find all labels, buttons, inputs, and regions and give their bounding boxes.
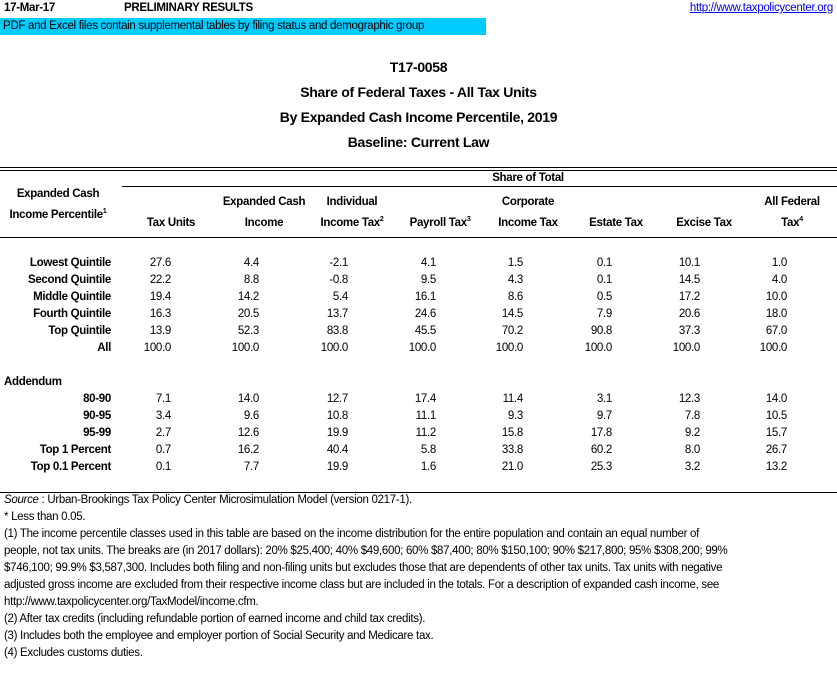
- column-header-line2: Income: [244, 216, 284, 229]
- table-cell: 12.3: [678, 393, 700, 405]
- table-cell: 0.7: [155, 444, 171, 456]
- table-cell: 10.8: [326, 410, 348, 422]
- table-cell: 14.5: [678, 274, 700, 286]
- table-cell: 0.1: [596, 257, 612, 269]
- table-cell: 10.5: [765, 410, 787, 422]
- table-cell: 17.8: [590, 427, 612, 439]
- footnote-line: (2) After tax credits (including refundable portion of earned income and child tax credits).: [4, 613, 426, 625]
- column-header-line1: [568, 194, 664, 211]
- row-label-line2: Income Percentile$^1$: [9, 208, 107, 221]
- table-cell: 13.7: [326, 308, 348, 320]
- table-baseline: Baseline: Current Law: [347, 134, 490, 150]
- table-cell: 1.6: [420, 461, 436, 473]
- column-header-line2: Income Tax: [498, 216, 558, 229]
- table-cell: 14.0: [765, 393, 787, 405]
- table-cell: 4.4: [243, 257, 259, 269]
- table-cell: 52.3: [237, 325, 259, 337]
- table-cell: 16.3: [149, 308, 171, 320]
- table-cell: 100.0: [584, 342, 612, 354]
- status-label: PRELIMINARY RESULTS: [124, 2, 253, 14]
- table-cell: 22.2: [149, 274, 171, 286]
- row-label: Middle Quintile: [33, 291, 111, 303]
- row-label: Lowest Quintile: [29, 257, 111, 269]
- table-cell: 60.2: [590, 444, 612, 456]
- table-cell: 7.8: [684, 410, 700, 422]
- table-cell: 83.8: [326, 325, 348, 337]
- table-cell: 1.0: [771, 257, 787, 269]
- column-header-line1: Expanded Cash: [222, 196, 306, 208]
- table-cell: 24.6: [414, 308, 436, 320]
- table-cell: 67.0: [765, 325, 787, 337]
- table-cell: 13.2: [765, 461, 787, 473]
- table-cell: 17.2: [678, 291, 700, 303]
- table-cell: 9.5: [420, 274, 436, 286]
- table-cell: 70.2: [501, 325, 523, 337]
- column-header: [744, 194, 837, 232]
- column-header-line1: Corporate: [501, 196, 555, 208]
- footnote-line: $746,100; 99.9% $3,587,300. Includes both filing and non-filing units but excludes those that are dependents of other tax units. Tax units with negative: [4, 562, 723, 574]
- column-header-line2: Payroll Tax$^3$: [409, 216, 471, 229]
- table-cell: 3.2: [684, 461, 700, 473]
- table-cell: 19.4: [149, 291, 171, 303]
- table-cell: 90.8: [590, 325, 612, 337]
- table-cell: 26.7: [765, 444, 787, 456]
- table-cell: 5.8: [420, 444, 436, 456]
- row-label-header: [6, 186, 110, 224]
- top-rule-2: [0, 170, 837, 171]
- footnote-line: * Less than 0.05.: [4, 511, 86, 523]
- table-cell: 14.5: [501, 308, 523, 320]
- footnote-line: (4) Excludes customs duties.: [4, 647, 143, 659]
- table-cell: 7.9: [596, 308, 612, 320]
- table-cell: 100.0: [759, 342, 787, 354]
- footnote-line: (3) Includes both the employee and employer portion of Social Security and Medicare tax.: [4, 630, 434, 642]
- column-header-line2: Excise Tax: [676, 216, 732, 229]
- column-header-line2: Tax Units: [146, 216, 196, 229]
- table-cell: 16.2: [237, 444, 259, 456]
- source-note: Source : Urban-Brookings Tax Policy Center Microsimulation Model (version 0217-1).: [4, 494, 412, 506]
- column-header: [392, 194, 488, 232]
- table-cell: 19.9: [326, 461, 348, 473]
- row-label: 90-95: [83, 410, 111, 422]
- row-label: Fourth Quintile: [33, 308, 111, 320]
- table-cell: 19.9: [326, 427, 348, 439]
- table-cell: 11.1: [415, 410, 436, 422]
- table-cell: 45.5: [414, 325, 436, 337]
- table-cell: 15.8: [501, 427, 523, 439]
- table-cell: 7.7: [243, 461, 259, 473]
- table-cell: 40.4: [326, 444, 348, 456]
- column-header: [123, 194, 219, 232]
- report-date: 17-Mar-17: [4, 2, 55, 14]
- table-cell: 13.9: [149, 325, 171, 337]
- column-header: [656, 194, 752, 232]
- table-cell: 17.4: [414, 393, 436, 405]
- tpc-link[interactable]: http://www.taxpolicycenter.org: [689, 2, 833, 14]
- row-label-line1: Expanded Cash: [16, 188, 100, 200]
- supplemental-banner: PDF and Excel files contain supplemental tables by filing status and demographic group: [0, 18, 486, 35]
- column-header-line1: [123, 194, 219, 211]
- table-cell: 2.7: [155, 427, 171, 439]
- table-cell: 8.6: [507, 291, 523, 303]
- table-cell: 100.0: [231, 342, 259, 354]
- table-cell: 100.0: [143, 342, 171, 354]
- table-subtitle: By Expanded Cash Income Percentile, 2019: [279, 109, 558, 125]
- footnote-line: adjusted gross income are excluded from their respective income class but are included in the totals. For a description of expanded cash income, see: [4, 579, 720, 591]
- table-cell: 3.1: [596, 393, 612, 405]
- table-cell: 27.6: [149, 257, 171, 269]
- footnote-line: http://www.taxpolicycenter.org/TaxModel/income.cfm.: [4, 596, 259, 608]
- table-cell: 0.5: [596, 291, 612, 303]
- table-id: T17-0058: [389, 59, 448, 75]
- table-cell: 100.0: [672, 342, 700, 354]
- table-cell: 37.3: [678, 325, 700, 337]
- column-header: [304, 194, 400, 232]
- table-cell: 33.8: [501, 444, 523, 456]
- table-cell: -0.8: [329, 274, 348, 286]
- row-label: Second Quintile: [27, 274, 111, 286]
- table-cell: 0.1: [596, 274, 612, 286]
- table-cell: 21.0: [501, 461, 523, 473]
- table-cell: 9.2: [684, 427, 700, 439]
- table-cell: 11.4: [502, 393, 523, 405]
- table-cell: -2.1: [329, 257, 348, 269]
- table-cell: 10.0: [765, 291, 787, 303]
- table-cell: 14.0: [237, 393, 259, 405]
- table-cell: 16.1: [414, 291, 436, 303]
- row-label: Top Quintile: [48, 325, 111, 337]
- table-cell: 12.6: [237, 427, 259, 439]
- footnote-line: people, not tax units. The breaks are (in 2017 dollars): 20% $25,400; 40% $49,600; 60% $87,400; 80% $150,100; 90% $217,800; 95% $308,200; 99%: [4, 545, 728, 557]
- column-header: [480, 194, 576, 232]
- table-cell: 9.7: [596, 410, 612, 422]
- table-cell: 4.3: [507, 274, 523, 286]
- group-rule: [122, 186, 837, 187]
- column-header: [568, 194, 664, 232]
- table-cell: 10.1: [678, 257, 700, 269]
- header-bottom-rule: [0, 237, 837, 238]
- table-title: Share of Federal Taxes - All Tax Units: [300, 84, 537, 100]
- column-header: [216, 194, 312, 232]
- table-cell: 25.3: [590, 461, 612, 473]
- addendum-label: Addendum: [4, 376, 62, 388]
- table-cell: 3.4: [155, 410, 171, 422]
- row-label: 80-90: [83, 393, 111, 405]
- table-cell: 100.0: [320, 342, 348, 354]
- table-cell: 12.7: [326, 393, 348, 405]
- footnote-line: (1) The income percentile classes used in this table are based on the income distribution for the entire population and contain an equal number of: [4, 528, 699, 540]
- table-cell: 20.5: [237, 308, 259, 320]
- table-cell: 7.1: [155, 393, 171, 405]
- table-cell: 14.2: [237, 291, 259, 303]
- column-header-line1: [392, 194, 488, 211]
- row-label: 95-99: [83, 427, 111, 439]
- table-cell: 100.0: [408, 342, 436, 354]
- column-header-line2: Estate Tax: [589, 216, 643, 229]
- row-label: All: [97, 342, 111, 354]
- column-header-line1: All Federal: [764, 196, 820, 208]
- table-cell: 8.8: [243, 274, 259, 286]
- table-cell: 100.0: [495, 342, 523, 354]
- table-cell: 4.1: [420, 257, 436, 269]
- top-rule: [0, 167, 837, 168]
- column-header-line2: Tax$^4$: [781, 216, 803, 229]
- table-cell: 20.6: [678, 308, 700, 320]
- column-header-line1: Individual: [326, 196, 378, 208]
- table-cell: 11.2: [415, 427, 436, 439]
- table-cell: 9.6: [243, 410, 259, 422]
- table-bottom-rule: [0, 492, 837, 493]
- table-cell: 8.0: [684, 444, 700, 456]
- row-label: Top 1 Percent: [39, 444, 111, 456]
- row-label: Top 0.1 Percent: [30, 461, 111, 473]
- column-header-line2: Income Tax$^2$: [320, 216, 384, 229]
- table-cell: 18.0: [765, 308, 787, 320]
- table-cell: 1.5: [507, 257, 523, 269]
- share-of-total-header: Share of Total: [492, 172, 564, 184]
- table-cell: 4.0: [771, 274, 787, 286]
- table-cell: 0.1: [155, 461, 171, 473]
- column-header-line1: [656, 194, 752, 211]
- table-cell: 5.4: [332, 291, 348, 303]
- table-cell: 9.3: [507, 410, 523, 422]
- table-cell: 15.7: [765, 427, 787, 439]
